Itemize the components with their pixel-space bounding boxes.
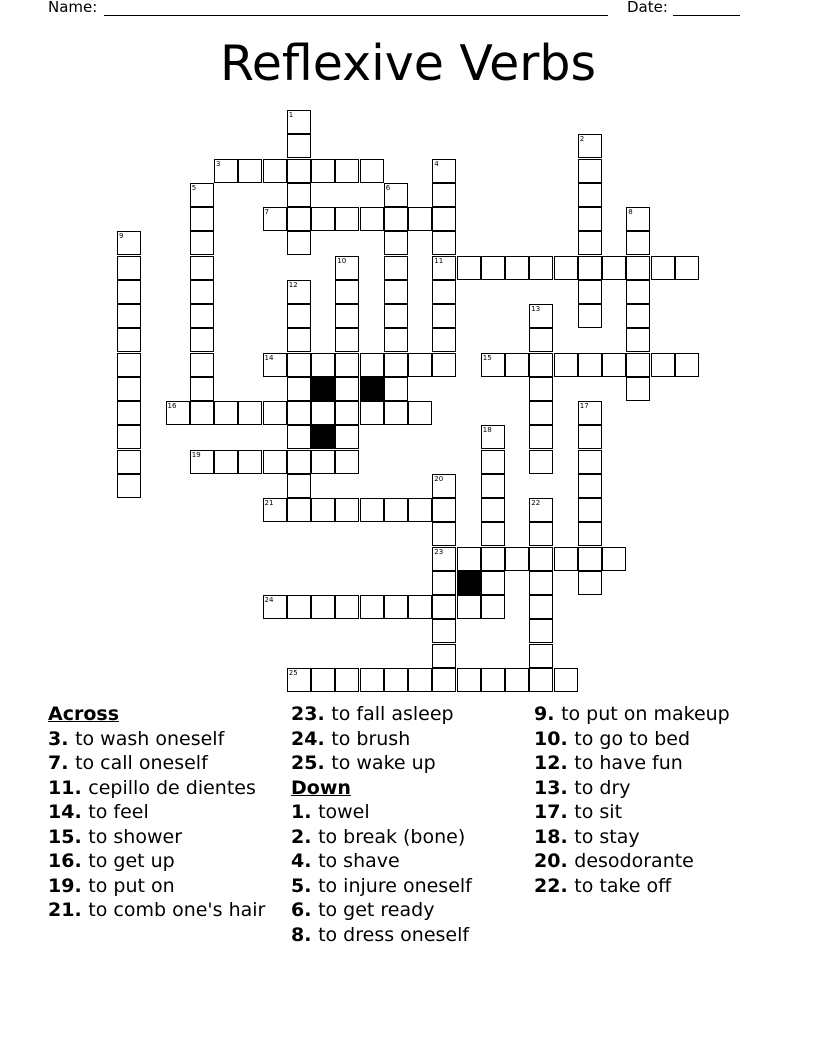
clue-text: to get up xyxy=(88,850,175,872)
crossword-block xyxy=(311,425,335,449)
crossword-cell[interactable] xyxy=(651,353,675,377)
crossword-cell[interactable] xyxy=(287,183,311,207)
clue-item xyxy=(291,874,521,899)
crossword-cell[interactable] xyxy=(481,571,505,595)
crossword-cell[interactable] xyxy=(190,256,214,280)
crossword-cell[interactable] xyxy=(481,450,505,474)
cell-number: 25 xyxy=(288,668,298,677)
clue-number: 23. xyxy=(291,703,332,725)
cell-number: 7 xyxy=(264,208,269,216)
crossword-cell[interactable] xyxy=(287,401,311,425)
date-label: Date: xyxy=(627,0,668,16)
crossword-cell[interactable] xyxy=(384,353,408,377)
crossword-cell[interactable] xyxy=(432,595,456,619)
crossword-cell[interactable] xyxy=(578,498,602,522)
crossword-cell[interactable] xyxy=(408,401,432,425)
cell-number: 11 xyxy=(434,256,444,265)
crossword-cell[interactable] xyxy=(117,425,141,449)
crossword-cell[interactable] xyxy=(529,595,553,619)
crossword-cell[interactable] xyxy=(287,425,311,449)
cell-number: 15 xyxy=(482,353,492,362)
clue-number: 18. xyxy=(534,825,575,848)
clue-column-3 xyxy=(534,702,794,898)
clue-item xyxy=(48,874,283,899)
crossword-cell[interactable] xyxy=(287,328,311,352)
clue-number: 2. xyxy=(291,825,319,848)
crossword-cell[interactable] xyxy=(287,353,311,377)
crossword-cell[interactable] xyxy=(529,353,553,377)
crossword-block xyxy=(311,377,335,401)
crossword-cell[interactable] xyxy=(117,256,141,280)
clue-number: 12. xyxy=(534,752,575,774)
crossword-cell[interactable] xyxy=(287,134,311,158)
clue-item xyxy=(48,800,283,825)
crossword-cell[interactable] xyxy=(578,183,602,207)
crossword-cell[interactable] xyxy=(384,328,408,352)
crossword-cell[interactable] xyxy=(335,207,359,231)
crossword-cell[interactable] xyxy=(335,498,359,522)
clue-item xyxy=(291,800,521,825)
crossword-cell[interactable] xyxy=(432,231,456,255)
crossword-cell[interactable] xyxy=(602,256,626,280)
crossword-cell[interactable] xyxy=(360,595,384,619)
crossword-cell[interactable] xyxy=(529,522,553,546)
crossword-cell[interactable] xyxy=(529,328,553,352)
crossword-cell[interactable] xyxy=(408,595,432,619)
crossword-cell[interactable] xyxy=(311,159,335,183)
crossword-cell[interactable] xyxy=(481,547,505,571)
crossword-cell[interactable] xyxy=(554,353,578,377)
clue-number: 19. xyxy=(48,874,89,897)
clue-item xyxy=(534,727,794,752)
crossword-cell[interactable] xyxy=(117,377,141,401)
clue-number: 21. xyxy=(48,899,89,921)
crossword-cell[interactable] xyxy=(408,668,432,692)
cell-number: 3 xyxy=(216,159,221,168)
crossword-cell[interactable] xyxy=(360,353,384,377)
clue-item xyxy=(291,702,521,727)
crossword-cell[interactable] xyxy=(190,353,214,377)
clue-list-down-1 xyxy=(291,800,521,947)
cell-number: 6 xyxy=(385,183,391,192)
cell-number: 22 xyxy=(531,499,541,507)
clue-item xyxy=(48,751,283,776)
clue-text: cepillo de dientes xyxy=(88,776,256,799)
crossword-cell[interactable] xyxy=(117,401,141,425)
clue-item xyxy=(291,825,521,850)
crossword-cell[interactable] xyxy=(238,401,262,425)
crossword-cell[interactable] xyxy=(384,668,408,692)
crossword-cell[interactable] xyxy=(529,450,553,474)
clue-item xyxy=(534,825,794,850)
clue-text: to put on xyxy=(88,874,175,897)
crossword-cell[interactable] xyxy=(505,668,529,692)
crossword-cell[interactable] xyxy=(335,328,359,352)
clue-item xyxy=(48,727,283,752)
clue-item xyxy=(534,800,794,825)
crossword-cell[interactable] xyxy=(335,595,359,619)
clue-number: 15. xyxy=(48,825,89,848)
clue-text: to dress oneself xyxy=(318,923,470,946)
crossword-block xyxy=(360,377,384,401)
clue-list-across-1 xyxy=(48,727,283,923)
cell-number: 12 xyxy=(288,280,298,289)
crossword-cell[interactable] xyxy=(626,328,650,352)
clue-item xyxy=(534,874,794,899)
crossword-cell[interactable] xyxy=(360,159,384,183)
crossword-cell[interactable] xyxy=(263,401,287,425)
crossword-cell[interactable] xyxy=(529,644,553,668)
crossword-cell[interactable] xyxy=(335,401,359,425)
clue-text: to get ready xyxy=(318,899,435,921)
crossword-cell[interactable] xyxy=(311,450,335,474)
crossword-cell[interactable] xyxy=(432,328,456,352)
crossword-cell[interactable] xyxy=(457,547,481,571)
clue-number: 11. xyxy=(48,776,89,799)
crossword-cell[interactable] xyxy=(287,450,311,474)
crossword-cell[interactable] xyxy=(529,401,553,425)
clue-item xyxy=(48,776,283,801)
crossword-cell[interactable] xyxy=(311,595,335,619)
crossword-cell[interactable] xyxy=(432,498,456,522)
crossword-cell[interactable] xyxy=(408,353,432,377)
crossword-cell[interactable] xyxy=(578,425,602,449)
crossword-cell[interactable] xyxy=(214,401,238,425)
crossword-cell[interactable] xyxy=(481,668,505,692)
crossword-cell[interactable] xyxy=(529,547,553,571)
crossword-cell[interactable] xyxy=(432,522,456,546)
clue-text: towel xyxy=(318,801,370,823)
crossword-cell[interactable] xyxy=(432,668,456,692)
crossword-cell[interactable] xyxy=(626,353,650,377)
crossword-cell[interactable] xyxy=(675,353,699,377)
crossword-cell[interactable] xyxy=(335,304,359,328)
crossword-cell[interactable] xyxy=(311,668,335,692)
crossword-cell[interactable] xyxy=(190,401,214,425)
crossword-cell[interactable] xyxy=(481,498,505,522)
clue-item xyxy=(291,898,521,923)
crossword-cell[interactable] xyxy=(238,450,262,474)
clue-text: to wash oneself xyxy=(75,727,225,750)
crossword-cell[interactable] xyxy=(311,207,335,231)
clue-number: 24. xyxy=(291,727,332,750)
across-heading: Across xyxy=(48,703,120,725)
clue-item xyxy=(48,898,283,923)
clue-number: 7. xyxy=(48,752,76,774)
crossword-cell[interactable] xyxy=(578,304,602,328)
crossword-cell[interactable] xyxy=(602,353,626,377)
clue-column-1 xyxy=(48,702,283,923)
crossword-cell[interactable] xyxy=(578,256,602,280)
crossword-cell[interactable] xyxy=(457,595,481,619)
crossword-cell[interactable] xyxy=(529,425,553,449)
crossword-cell[interactable] xyxy=(190,328,214,352)
clue-text: to injure oneself xyxy=(318,874,472,897)
crossword-cell[interactable] xyxy=(263,450,287,474)
clue-number: 20. xyxy=(534,850,575,872)
crossword-cell[interactable] xyxy=(384,256,408,280)
crossword-cell[interactable] xyxy=(675,256,699,280)
clue-item xyxy=(534,776,794,801)
crossword-cell[interactable] xyxy=(384,595,408,619)
cell-number: 13 xyxy=(531,305,541,313)
crossword-cell[interactable] xyxy=(432,644,456,668)
clue-number: 3. xyxy=(48,727,76,750)
crossword-cell[interactable] xyxy=(602,547,626,571)
clue-item xyxy=(291,923,521,948)
cell-number: 5 xyxy=(191,183,197,192)
crossword-cell[interactable] xyxy=(554,256,578,280)
cell-number: 19 xyxy=(191,450,201,459)
crossword-cell[interactable] xyxy=(529,256,553,280)
crossword-cell[interactable] xyxy=(287,595,311,619)
crossword-cell[interactable] xyxy=(117,450,141,474)
clue-number: 9. xyxy=(534,703,562,725)
clue-number: 17. xyxy=(534,801,575,823)
crossword-cell[interactable] xyxy=(287,159,311,183)
clue-text: to have fun xyxy=(574,752,683,774)
clue-text: to feel xyxy=(88,801,149,823)
crossword-cell[interactable] xyxy=(311,498,335,522)
crossword-cell[interactable] xyxy=(626,304,650,328)
cell-number: 24 xyxy=(264,596,274,604)
clue-text: to put on makeup xyxy=(561,703,730,725)
crossword-cell[interactable] xyxy=(481,474,505,498)
clue-text: to break (bone) xyxy=(318,825,466,848)
crossword-cell[interactable] xyxy=(360,668,384,692)
crossword-cell[interactable] xyxy=(529,571,553,595)
clue-number: 5. xyxy=(291,874,319,897)
crossword-cell[interactable] xyxy=(384,498,408,522)
clue-item xyxy=(291,849,521,874)
clue-text: to go to bed xyxy=(574,727,691,750)
crossword-cell[interactable] xyxy=(117,328,141,352)
clue-item xyxy=(534,751,794,776)
crossword-cell[interactable] xyxy=(626,231,650,255)
crossword-cell[interactable] xyxy=(626,280,650,304)
crossword-cell[interactable] xyxy=(238,159,262,183)
crossword-cell[interactable] xyxy=(408,207,432,231)
page-title: Reflexive Verbs xyxy=(219,35,597,92)
clue-text: desodorante xyxy=(574,850,694,872)
crossword-cell[interactable] xyxy=(190,280,214,304)
crossword-cell[interactable] xyxy=(505,256,529,280)
crossword-cell[interactable] xyxy=(432,183,456,207)
crossword-cell[interactable] xyxy=(117,474,141,498)
crossword-cell[interactable] xyxy=(578,547,602,571)
crossword-cell[interactable] xyxy=(117,280,141,304)
crossword-cell[interactable] xyxy=(384,280,408,304)
crossword-cell[interactable] xyxy=(287,498,311,522)
cell-number: 4 xyxy=(434,159,439,168)
crossword-cell[interactable] xyxy=(335,377,359,401)
crossword-cell[interactable] xyxy=(190,207,214,231)
crossword-cell[interactable] xyxy=(190,304,214,328)
name-label: Name: xyxy=(48,0,98,16)
cell-number: 16 xyxy=(167,402,177,410)
crossword-cell[interactable] xyxy=(287,207,311,231)
cell-number: 23 xyxy=(434,547,444,556)
crossword-cell[interactable] xyxy=(578,280,602,304)
crossword-cell[interactable] xyxy=(481,522,505,546)
cell-number: 21 xyxy=(264,499,274,507)
clue-number: 25. xyxy=(291,752,332,774)
clue-number: 4. xyxy=(291,850,319,872)
crossword-cell[interactable] xyxy=(408,498,432,522)
clue-text: to fall asleep xyxy=(331,703,454,725)
crossword-cell[interactable] xyxy=(384,377,408,401)
clue-text: to take off xyxy=(574,874,672,897)
clue-number: 16. xyxy=(48,850,89,872)
clue-text: to dry xyxy=(574,776,631,799)
cell-number: 17 xyxy=(579,402,589,410)
crossword-cell[interactable] xyxy=(626,256,650,280)
crossword-cell[interactable] xyxy=(432,619,456,643)
crossword-cell[interactable] xyxy=(554,668,578,692)
clue-text: to comb one's hair xyxy=(88,899,266,921)
crossword-cell[interactable] xyxy=(335,668,359,692)
clue-item xyxy=(48,825,283,850)
clue-number: 1. xyxy=(291,801,319,823)
crossword-cell[interactable] xyxy=(384,304,408,328)
crossword-cell[interactable] xyxy=(287,304,311,328)
clue-text: to stay xyxy=(574,825,640,848)
crossword-cell[interactable] xyxy=(287,377,311,401)
crossword-cell[interactable] xyxy=(505,353,529,377)
crossword-cell[interactable] xyxy=(529,668,553,692)
crossword-cell[interactable] xyxy=(481,256,505,280)
crossword-cell[interactable] xyxy=(529,619,553,643)
cell-number: 8 xyxy=(628,208,633,216)
clue-text: to wake up xyxy=(331,752,436,774)
cell-number: 9 xyxy=(119,232,124,241)
crossword-cell[interactable] xyxy=(335,353,359,377)
crossword-cell[interactable] xyxy=(360,207,384,231)
cell-number: 18 xyxy=(482,426,492,435)
crossword-cell[interactable] xyxy=(432,571,456,595)
clue-list-down-2 xyxy=(534,702,794,898)
crossword-cell[interactable] xyxy=(335,425,359,449)
crossword-cell[interactable] xyxy=(457,668,481,692)
crossword-cell[interactable] xyxy=(578,231,602,255)
clue-item xyxy=(291,751,521,776)
crossword-cell[interactable] xyxy=(578,522,602,546)
crossword-cell[interactable] xyxy=(360,401,384,425)
clue-number: 13. xyxy=(534,776,575,799)
clue-number: 8. xyxy=(291,923,319,946)
cell-number: 20 xyxy=(434,474,444,483)
clue-item xyxy=(534,702,794,727)
crossword-cell[interactable] xyxy=(457,256,481,280)
crossword-cell[interactable] xyxy=(311,401,335,425)
clue-item xyxy=(48,849,283,874)
crossword-cell[interactable] xyxy=(263,159,287,183)
clue-number: 10. xyxy=(534,727,575,750)
crossword-cell[interactable] xyxy=(335,159,359,183)
clue-number: 6. xyxy=(291,899,319,921)
clue-text: to call oneself xyxy=(75,752,208,774)
clue-item xyxy=(534,849,794,874)
crossword-cell[interactable] xyxy=(505,547,529,571)
crossword-cell[interactable] xyxy=(117,353,141,377)
cell-number: 2 xyxy=(579,135,585,144)
crossword-cell[interactable] xyxy=(214,450,238,474)
crossword-cell[interactable] xyxy=(432,280,456,304)
crossword-cell[interactable] xyxy=(432,353,456,377)
cell-number: 10 xyxy=(337,256,347,265)
clue-text: to shave xyxy=(318,850,400,872)
crossword-cell[interactable] xyxy=(578,571,602,595)
crossword-cell[interactable] xyxy=(626,377,650,401)
crossword-cell[interactable] xyxy=(481,595,505,619)
crossword-cell[interactable] xyxy=(311,353,335,377)
clue-text: to sit xyxy=(574,801,623,823)
clue-column-2 xyxy=(291,702,521,947)
crossword-cell[interactable] xyxy=(554,547,578,571)
crossword-cell[interactable] xyxy=(384,207,408,231)
clue-list-across-2 xyxy=(291,702,521,776)
crossword-cell[interactable] xyxy=(578,450,602,474)
crossword-cell[interactable] xyxy=(578,159,602,183)
crossword-cell[interactable] xyxy=(360,498,384,522)
crossword-cell[interactable] xyxy=(384,231,408,255)
crossword-cell[interactable] xyxy=(190,231,214,255)
down-heading: Down xyxy=(291,776,351,799)
crossword-cell[interactable] xyxy=(578,474,602,498)
crossword-cell[interactable] xyxy=(578,207,602,231)
crossword-cell[interactable] xyxy=(335,280,359,304)
clue-number: 14. xyxy=(48,801,89,823)
crossword-cell[interactable] xyxy=(432,207,456,231)
crossword-cell[interactable] xyxy=(117,304,141,328)
crossword-cell[interactable] xyxy=(529,377,553,401)
crossword-cell[interactable] xyxy=(651,256,675,280)
crossword-cell[interactable] xyxy=(578,353,602,377)
cell-number: 14 xyxy=(264,353,274,362)
clue-text: to brush xyxy=(331,727,411,750)
clue-number: 22. xyxy=(534,874,575,897)
crossword-cell[interactable] xyxy=(384,401,408,425)
clue-text: to shower xyxy=(88,825,183,848)
crossword-block xyxy=(457,571,481,595)
crossword-cell[interactable] xyxy=(432,304,456,328)
crossword-cell[interactable] xyxy=(287,231,311,255)
crossword-cell[interactable] xyxy=(335,450,359,474)
clue-item xyxy=(291,727,521,752)
cell-number: 1 xyxy=(288,111,294,119)
crossword-cell[interactable] xyxy=(287,474,311,498)
crossword-cell[interactable] xyxy=(190,377,214,401)
